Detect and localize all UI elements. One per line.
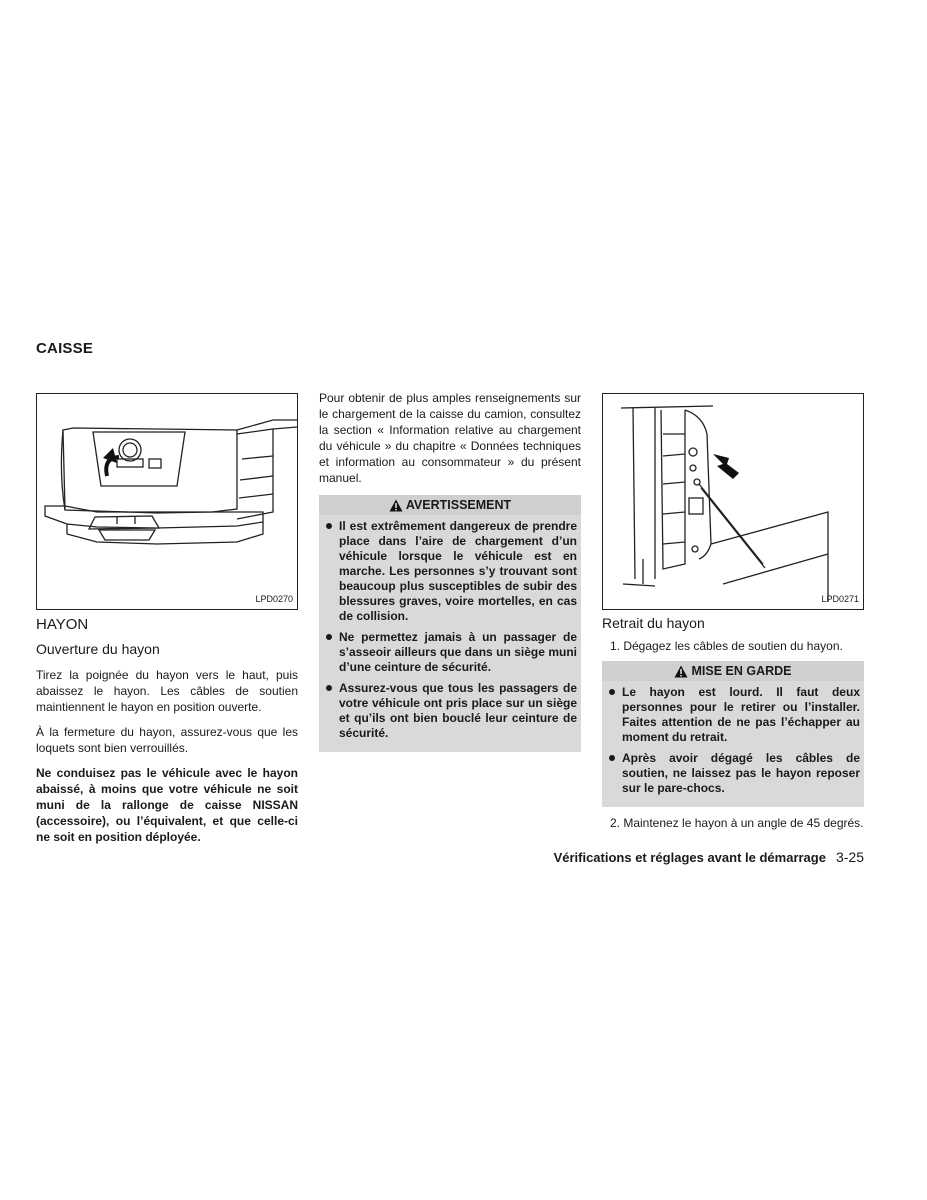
tailgate-removal-figure [602,393,864,610]
paragraph: Tirez la poignée du hayon vers le haut, puis abaissez le hayon. Les câbles de soutien maintiennent le hayon en position ouverte. [36,668,298,714]
section-title: CAISSE [36,340,94,357]
steps-list [602,638,864,654]
tailgate-illustration [37,394,297,609]
warning-item [323,519,577,624]
caution-item-text: Le hayon est lourd. Il faut deux personnes pour le retirer ou l’installer. Faites attention de ne pas l’échapper au moment du retrait. [622,685,860,744]
column-right [602,393,864,837]
bullet-icon [326,685,332,691]
caution-item-text: Après avoir dégagé les câbles de soutien, ne laissez pas le hayon reposer sur le pare-chocs. [622,751,860,795]
warning-item [323,681,577,741]
caution-box [602,661,864,807]
bold-notice: Ne conduisez pas le véhicule avec le hayon abaissé, à moins que votre véhicule ne soit muni de la rallonge de caisse NISSAN (accessoire), ou l’équivalent, et que celle-ci ne soit en position déployée. [36,766,298,844]
warning-title: AVERTISSEMENT [405,498,512,512]
bullet-icon [326,634,332,640]
figure-label: LPD0271 [821,594,859,604]
tailgate-removal-illustration [603,394,863,609]
subheading-retrait: Retrait du hayon [602,615,705,631]
bullet-icon [609,755,615,761]
caution-title: MISE EN GARDE [691,664,792,678]
page-footer [554,849,864,865]
page-number: 3-25 [835,849,864,865]
warning-item-text: Il est extrêmement dangereux de prendre place dans l’aire de chargement d’un véhicule lorsque le véhicule est en marche. Les personnes s’y trouvant sont beaucoup plus susceptibles de subir des blessures graves, voire mortelles, en cas de collision. [339,519,577,623]
caution-item [606,751,860,796]
step-item: 1. Dégagez les câbles de soutien du hayon. [610,639,843,653]
caution-header [602,661,864,681]
column-left [36,393,298,854]
tailgate-opening-figure [36,393,298,610]
warning-item-text: Ne permettez jamais à un passager de s’asseoir ailleurs que dans un siège muni d’une ceinture de sécurité. [339,630,577,674]
warning-item-text: Assurez-vous que tous les passagers de votre véhicule ont pris place sur un siège et qu’ils ont bien bouclé leur ceinture de sécurité. [339,681,577,740]
caution-item [606,685,860,745]
warning-triangle-icon [674,665,688,678]
paragraph: À la fermeture du hayon, assurez-vous que les loquets sont bien verrouillés. [36,725,298,755]
bullet-icon [609,689,615,695]
figure-label: LPD0270 [255,594,293,604]
subheading-ouverture: Ouverture du hayon [36,641,160,657]
steps-list [602,815,864,831]
paragraph: Pour obtenir de plus amples renseignements sur le chargement de la caisse du camion, consultez la section « Information relative au chargement du véhicule » du chapitre « Données techniques et information au consommateur » du présent manuel. [319,391,581,485]
column-middle [319,390,581,752]
warning-item [323,630,577,675]
warning-triangle-icon [389,499,403,512]
bullet-icon [326,523,332,529]
warning-box [319,495,581,752]
warning-header [319,495,581,515]
footer-chapter-title: Vérifications et réglages avant le démarrage [553,850,826,865]
step-item: 2. Maintenez le hayon à un angle de 45 degrés. [610,816,864,830]
heading-hayon: HAYON [36,616,89,633]
